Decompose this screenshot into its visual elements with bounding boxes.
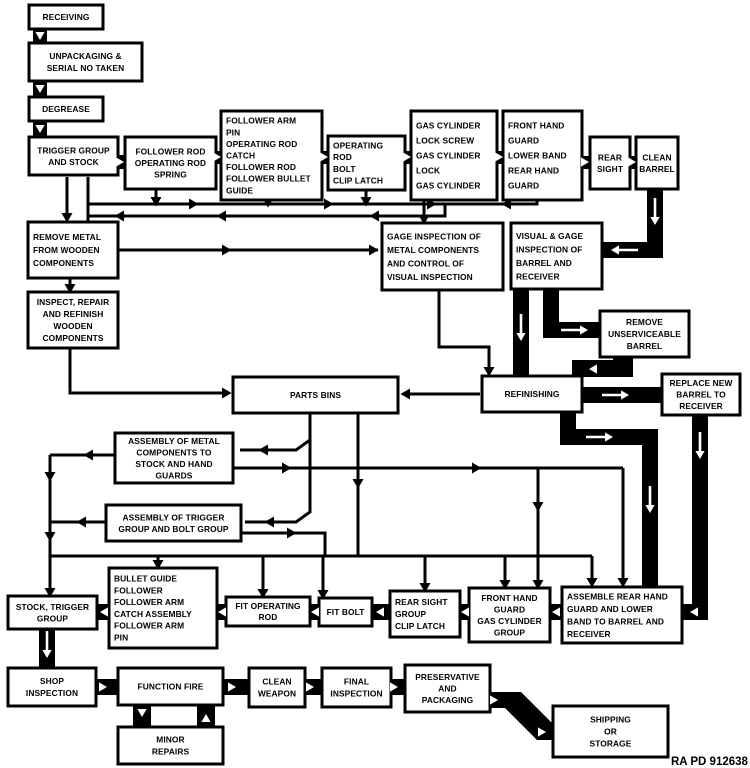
node-assemble-rear-hand: [562, 587, 682, 643]
arrowhead: [216, 210, 226, 221]
arrowhead: [44, 472, 55, 482]
node-remove-metal: [28, 222, 118, 278]
node-label: DEGREASE: [42, 104, 90, 114]
node-gage-inspection: [382, 223, 503, 290]
node-box: [118, 727, 223, 764]
node-rear-sight-group: [390, 591, 460, 637]
flow-line: [439, 290, 489, 371]
node-minor-repairs: [118, 727, 223, 764]
thick-flow-band-diagonal: [505, 692, 553, 740]
node-parts-bins: [233, 377, 398, 413]
node-label: BULLET GUIDE FOLLOWER FOLLOWER ARM CATCH ASSEMBLY FOLLOWER ARM PIN: [114, 573, 192, 643]
node-label: GAS CYLINDER LOCK SCREW GAS CYLINDER LOCK GAS CYLINDER: [416, 120, 481, 191]
arrowhead: [400, 388, 410, 399]
flow-line: [241, 533, 325, 556]
arrowhead: [222, 244, 232, 255]
node-shop-inspection: [8, 668, 96, 706]
node-box: [322, 668, 391, 707]
flow-line: [88, 204, 445, 216]
node-label: FRONT HAND GUARD GAS CYLINDER GROUP: [477, 592, 542, 638]
arrowhead: [282, 462, 292, 473]
node-label: PRESERVATIVE AND PACKAGING: [415, 672, 480, 705]
node-visual-gage: [511, 223, 602, 289]
arrowhead: [369, 210, 379, 221]
node-label: PARTS BINS: [289, 390, 342, 400]
arrowhead: [222, 387, 232, 398]
node-assembly-metal: [115, 433, 233, 483]
node-degrease: [29, 97, 103, 121]
arrowhead: [76, 516, 86, 527]
node-label: OPERATING ROD BOLT CLIP LATCH: [333, 140, 384, 186]
arrowhead: [258, 444, 268, 455]
node-replace-new-barrel: [662, 374, 740, 415]
node-label: FOLLOWER ARM PIN OPERATING ROD CATCH FOLLOWER ROD FOLLOWER BULLET GUIDE: [226, 115, 311, 196]
arrowhead: [287, 527, 297, 538]
arrowhead: [44, 532, 55, 542]
node-label: FIT BOLT: [326, 607, 365, 617]
node-label: MINOR REPAIRS: [151, 734, 190, 757]
node-inspect-repair: [28, 292, 118, 348]
node-label: ASSEMBLE REAR HAND GUARD AND LOWER BAND TO BARREL AND RECEIVER: [567, 591, 668, 639]
node-label: INSPECT, REPAIR AND REFINISH WOODEN COMPONENTS: [36, 297, 110, 343]
node-fit-operating-rod: [226, 597, 310, 626]
node-gas-cylinder: [411, 111, 497, 200]
node-remove-unserviceable: [600, 311, 689, 357]
node-label: ASSEMBLY OF METAL COMPONENTS TO STOCK AND HAND GUARDS: [128, 435, 220, 481]
node-follower-rod-spring: [125, 137, 216, 189]
node-refinishing: [482, 376, 582, 412]
node-label: FIT OPERATING ROD: [235, 601, 301, 622]
node-label: UNPACKAGING & SERIAL NO TAKEN: [46, 51, 125, 73]
node-box: [29, 43, 142, 81]
flow-line: [240, 413, 310, 450]
flow-line: [70, 348, 226, 393]
node-follower-arm-pin: [221, 111, 322, 200]
node-label: TRIGGER GROUP AND STOCK: [37, 145, 110, 167]
node-operating-rod: [328, 136, 405, 190]
node-label: FOLLOWER ROD OPERATING ROD SPRING: [134, 146, 207, 180]
node-front-hand-group: [469, 588, 550, 642]
arrowhead: [472, 462, 482, 473]
node-bullet-guide: [109, 568, 217, 648]
node-label: STOCK, TRIGGER GROUP: [15, 601, 90, 624]
node-label: REAR SIGHT GROUP CLIP LATCH: [395, 597, 448, 631]
node-label: REMOVE METAL FROM WOODEN COMPONENTS: [33, 232, 102, 268]
arrowhead: [532, 502, 543, 512]
arrowhead: [114, 210, 124, 221]
arrowhead: [369, 244, 379, 255]
node-trigger-group-stock: [29, 137, 118, 175]
node-label: FRONT HAND GUARD LOWER BAND REAR HAND GUARD: [508, 120, 567, 191]
arrowhead: [352, 479, 363, 489]
node-label: CLEAN WEAPON: [257, 676, 297, 699]
node-label: REFINISHING: [504, 389, 560, 399]
thick-flow-band: [572, 360, 633, 377]
node-label: REAR SIGHT: [596, 152, 624, 174]
node-label: GAGE INSPECTION OF METAL COMPONENTS AND CONTROL OF VISUAL INSPECTION: [387, 231, 481, 282]
figure-number-label: RA PD 912638: [671, 756, 748, 768]
node-assembly-trigger: [106, 505, 241, 541]
node-fit-bolt: [319, 598, 372, 626]
node-clean-weapon: [249, 668, 305, 707]
arrowhead: [324, 198, 334, 209]
node-label: FUNCTION FIRE: [137, 681, 204, 692]
node-label: REMOVE UNSERVICEABLE BARREL: [608, 317, 681, 351]
arrowhead: [264, 516, 274, 527]
node-label: SHOP INSPECTION: [25, 676, 79, 698]
arrowhead: [189, 198, 199, 209]
flow-line: [245, 440, 310, 522]
node-label: VISUAL & GAGE INSPECTION OF BARREL AND RECEIVER: [516, 230, 584, 282]
node-label: RECEIVING: [42, 12, 90, 22]
node-unpackaging: [29, 43, 142, 81]
node-label: REPLACE NEW BARREL TO RECEIVER: [669, 378, 733, 411]
arrowhead: [83, 449, 93, 460]
node-shipping: [553, 706, 668, 757]
node-rear-sight: [590, 137, 630, 189]
node-label: ASSEMBLY OF TRIGGER GROUP AND BOLT GROUP: [118, 512, 229, 534]
node-box: [8, 668, 96, 706]
process-boxes: [8, 5, 740, 764]
node-box: [249, 668, 305, 707]
node-front-hand-guard: [503, 111, 582, 200]
node-function-fire: [118, 668, 223, 705]
node-label: SHIPPING OR STORAGE: [589, 714, 632, 749]
node-stock-trigger: [8, 596, 97, 629]
node-final-inspection: [322, 668, 391, 707]
node-preservative: [405, 665, 490, 712]
node-label: CLEAN BARREL: [639, 152, 675, 174]
node-receiving: [29, 5, 103, 29]
node-clean-barrel: [636, 137, 678, 189]
node-label: FINAL INSPECTION: [330, 676, 383, 699]
